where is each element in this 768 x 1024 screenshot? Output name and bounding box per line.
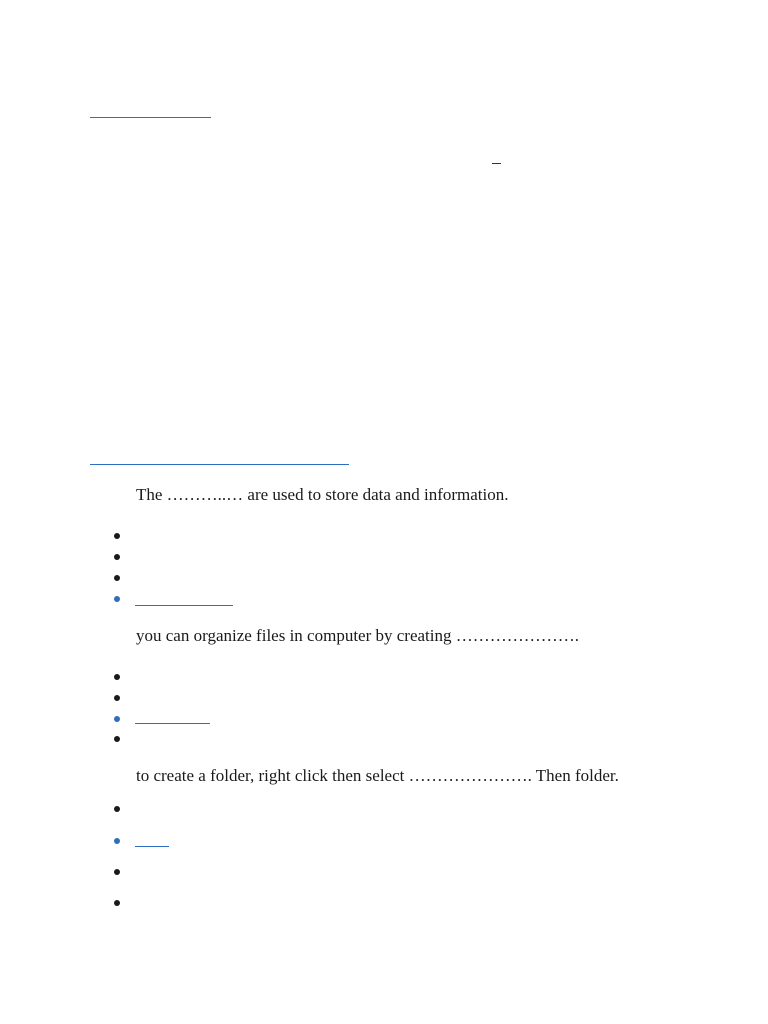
question-3-option-1-bullet (114, 806, 120, 812)
dash-mark (492, 163, 501, 164)
question-3-option-3-bullet (114, 869, 120, 875)
question-2-option-2-bullet (114, 695, 120, 701)
question-3-option-4-bullet (114, 900, 120, 906)
question-2-option-4-bullet (114, 736, 120, 742)
question-1-option-1-bullet (114, 533, 120, 539)
question-2-text: you can organize files in computer by creating …………………. (136, 626, 579, 645)
question-2-option-3-link[interactable] (135, 723, 210, 724)
question-2-option-1-bullet (114, 674, 120, 680)
link-underline[interactable] (90, 117, 211, 118)
question-1-option-2-bullet (114, 554, 120, 560)
question-3-option-2-bullet (114, 838, 120, 844)
question-2-option-3-bullet (114, 716, 120, 722)
question-3-option-2-link[interactable] (135, 846, 169, 847)
section-link-underline[interactable] (90, 464, 349, 465)
question-3-text: to create a folder, right click then select …………………. Then folder. (136, 766, 619, 785)
question-1-option-4-bullet (114, 596, 120, 602)
question-1-option-4-link[interactable] (135, 605, 233, 606)
question-1-option-3-bullet (114, 575, 120, 581)
question-1-text: The ………..… are used to store data and information. (136, 485, 509, 504)
